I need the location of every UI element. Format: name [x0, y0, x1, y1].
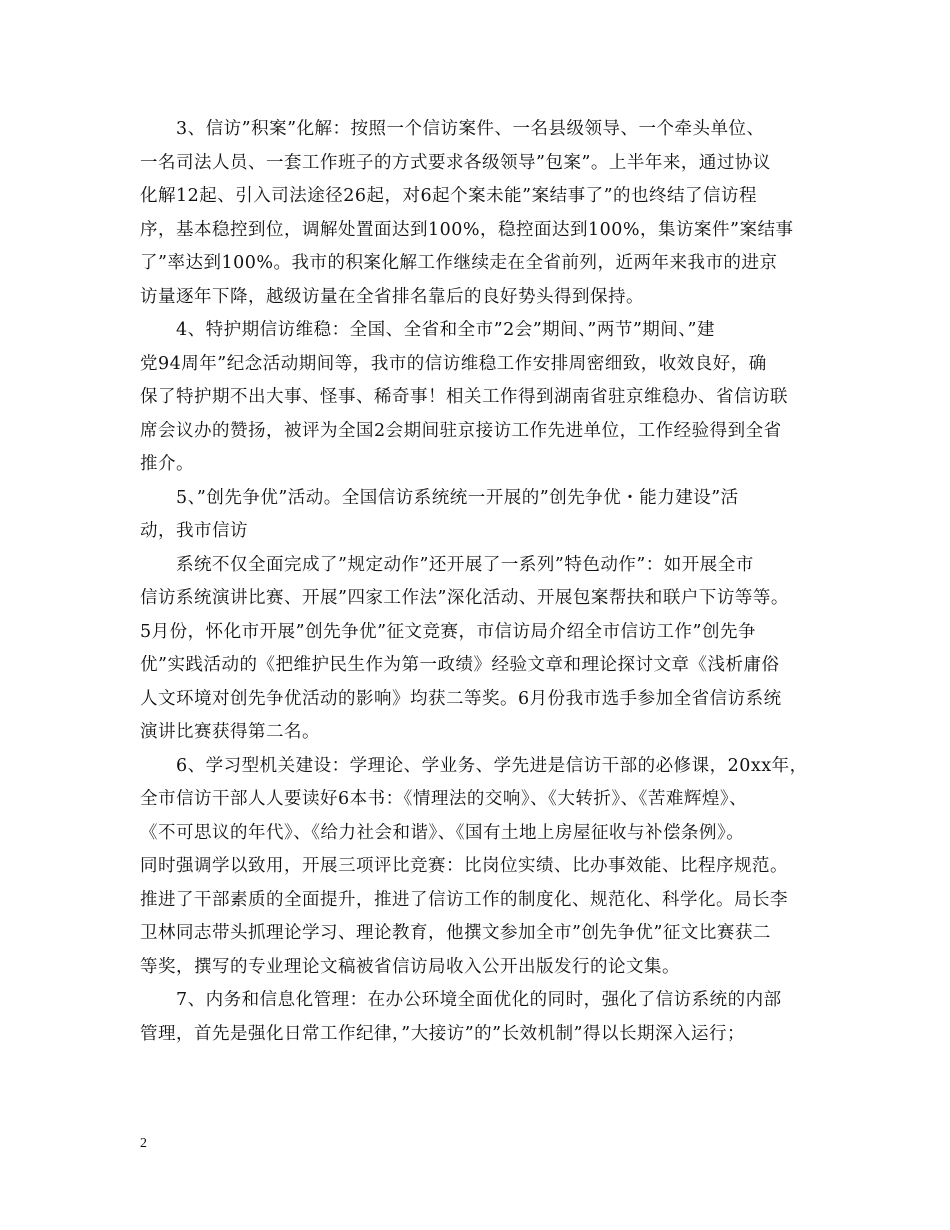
paragraph-line: 动，我市信访	[140, 521, 248, 541]
paragraph-line: 推进了干部素质的全面提升，推进了信访工作的制度化、规范化、科学化。局长李	[140, 889, 788, 910]
paragraph-line: 推介。	[140, 454, 194, 474]
paragraph-line: 5月份，怀化市开展”创先争优”征文竞赛，市信访局介绍全市信访工作”创先争	[140, 621, 756, 642]
paragraph-line: 保了特护期不出大事、怪事、稀奇事！相关工作得到湖南省驻京维稳办、省信访联	[140, 387, 788, 407]
paragraph-line: 化解12起、引入司法途径26起，对6起个案未能”案结事了”的也终结了信访程	[140, 186, 758, 206]
paragraph-line: 人文环境对创先争优活动的影响》均获二等奖。6月份我市选手参加全省信访系统	[140, 688, 782, 709]
page-number: 2	[140, 1136, 147, 1151]
paragraph-line: 6、学习型机关建设：学理论、学业务、学先进是信访干部的必修课，20xx年，	[176, 755, 808, 776]
paragraph-line: 全市信访干部人人要读好6本书：《情理法的交响》、《大转折》、《苦难辉煌》、	[140, 789, 748, 809]
paragraph-line: 席会议办的赞扬，被评为全国2会期间驻京接访工作先进单位，工作经验得到全省	[140, 420, 782, 441]
paragraph-line: 信访系统演讲比赛、开展”四家工作法”深化活动、开展包案帮扶和联户下访等等。	[140, 588, 789, 608]
paragraph-line: 5、”创先争优”活动。全国信访系统统一开展的”创先争优・能力建设”活	[176, 487, 739, 508]
paragraph-line: 7、内务和信息化管理：在办公环境全面优化的同时，强化了信访系统的内部	[176, 990, 782, 1010]
paragraph-line: 一名司法人员、一套工作班子的方式要求各级领导”包案”。上半年来，通过协议	[140, 152, 771, 173]
paragraph-line: 优”实践活动的《把维护民生作为第一政绩》经验文章和理论探讨文章《浅析庸俗	[140, 655, 780, 675]
paragraph-line: 卫林同志带头抓理论学习、理论教育，他撰文参加全市”创先争优”征文比赛获二	[140, 923, 771, 943]
paragraph-line: 3、信访”积案”化解：按照一个信访案件、一名县级领导、一个牵头单位、	[176, 119, 765, 139]
paragraph-line: 等奖，撰写的专业理论文稿被省信访局收入公开出版发行的论文集。	[140, 956, 680, 977]
paragraph-line: 《不可思议的年代》、《给力社会和谐》、《国有土地上房屋征收与补偿条例》。	[140, 822, 745, 843]
paragraph-line: 访量逐年下降，越级访量在全省排名靠后的良好势头得到保持。	[140, 286, 644, 307]
paragraph-line: 了”率达到100%。我市的积案化解工作继续走在全省前列，近两年来我市的进京	[140, 253, 778, 273]
paragraph-line: 4、特护期信访维稳：全国、全省和全市”2会”期间、”两节”期间、”建	[176, 320, 715, 340]
document-body	[140, 113, 820, 1051]
paragraph-line: 序，基本稳控到位，调解处置面达到100%，稳控面达到100%，集访案件”案结事	[140, 219, 794, 240]
paragraph-line: 党94周年”纪念活动期间等，我市的信访维稳工作安排周密细致，收效良好，确	[140, 353, 767, 374]
paragraph-line: 同时强调学以致用，开展三项评比竞赛：比岗位实绩、比办事效能、比程序规范。	[140, 856, 788, 876]
paragraph-line: 管理，首先是强化日常工作纪律，”大接访”的”长效机制”得以长期深入运行；	[140, 1023, 746, 1044]
paragraph-line: 演讲比赛获得第二名。	[140, 722, 320, 742]
paragraph-line: 系统不仅全面完成了”规定动作”还开展了一系列”特色动作”：如开展全市	[176, 554, 754, 575]
